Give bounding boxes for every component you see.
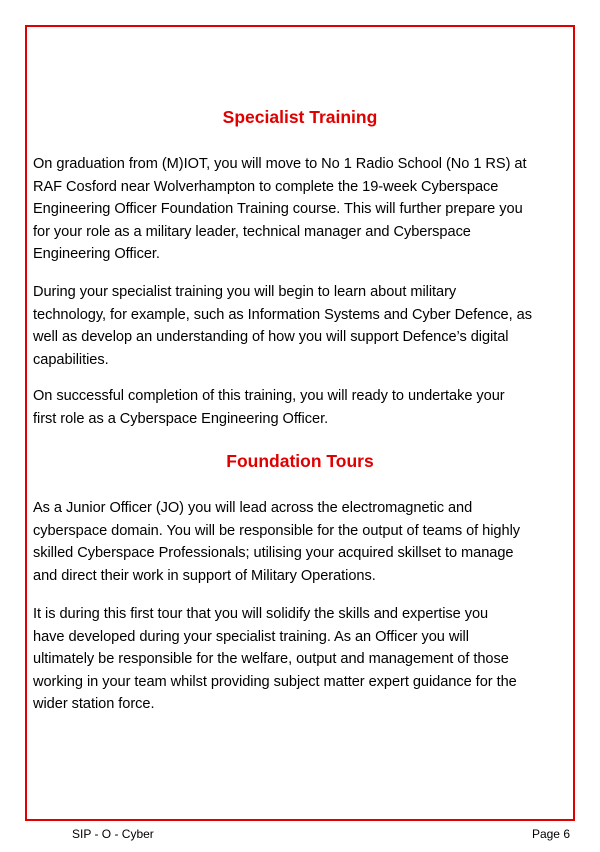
footer-document-code: SIP - O - Cyber: [72, 827, 154, 841]
paragraph-foundation-tours-2: It is during this first tour that you will solidify the skills and expertise you have developed during your specialist training. As an Officer you will ultimately be responsible for the welfare, output and management of those working in your team whilst providing subject matter expert guidance for the wider station force.: [33, 606, 517, 712]
section-title-foundation-tours: Foundation Tours: [226, 451, 374, 471]
footer-page-number: Page 6: [531, 827, 570, 841]
paragraph-specialist-training-2: During your specialist training you will begin to learn about military technology, for example, such as Information Systems and Cyber Defence, as well as develop an understanding of how you will support Defence’s digital capabilities.: [33, 284, 532, 368]
paragraph-specialist-training-3: On successful completion of this training, you will ready to undertake your first role as a Cyberspace Engineering Officer.: [33, 388, 505, 427]
paragraph-foundation-tours-1: As a Junior Officer (JO) you will lead across the electromagnetic and cyberspace domain. You will be responsible for the output of teams of highly skilled Cyberspace Professionals; utilising your acquired skillset to manage and direct their work in support of Military Operations.: [33, 500, 521, 584]
paragraph-specialist-training-1: On graduation from (M)IOT, you will move to No 1 Radio School (No 1 RS) at RAF Cosford near Wolverhampton to complete the 19-week Cyberspace Engineering Officer Foundation Training course. This will further prepare you for your role as a military leader, technical manager and Cyberspace Engineering Officer.: [33, 156, 527, 262]
section-title-specialist-training: Specialist Training: [222, 107, 378, 127]
